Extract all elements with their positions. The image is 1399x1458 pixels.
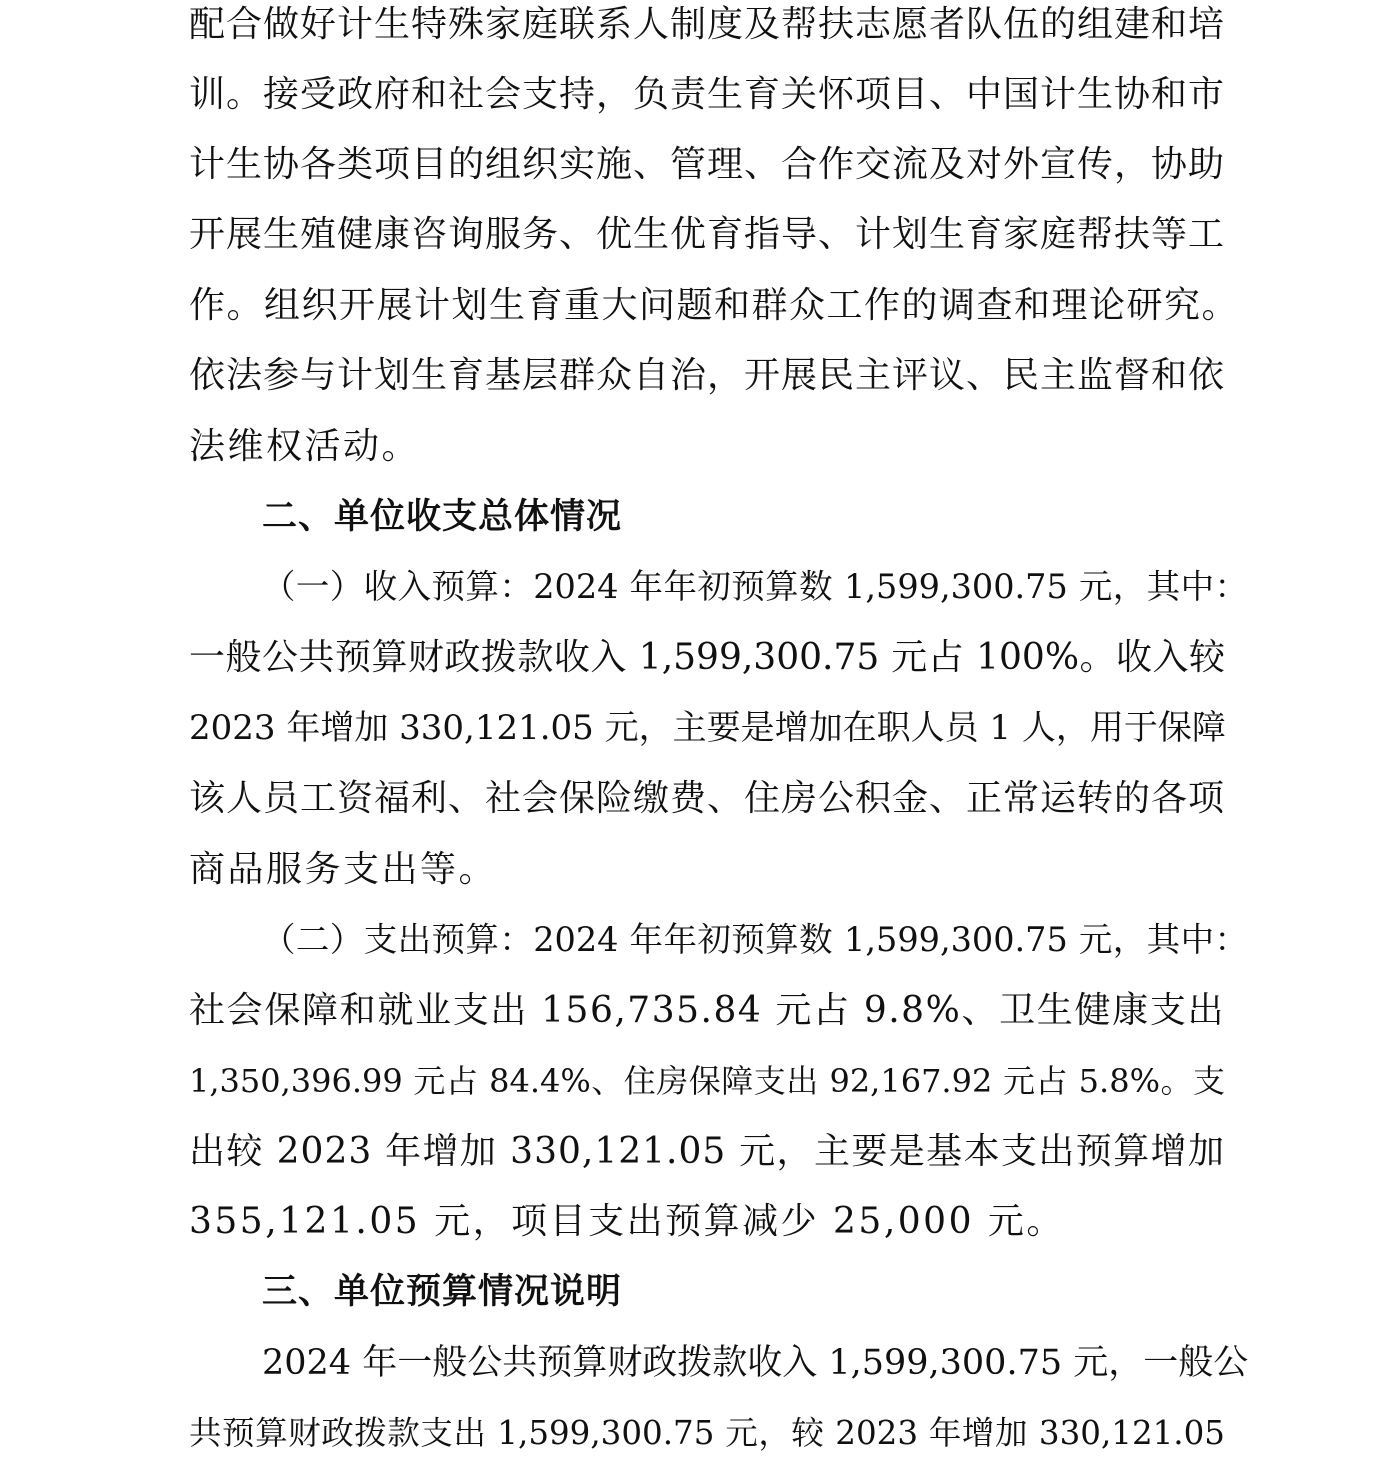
paragraph-line: 法维权活动。 [189,426,421,467]
income-paragraph-line: 该人员工资福利、社会保险缴费、住房公积金、正常运转的各项 [189,778,1226,819]
expenditure-paragraph-line: 出较 2023 年增加 330,121.05 元，主要是基本支出预算增加 [189,1131,1225,1172]
section-heading-income-expenditure: 二、单位收支总体情况 [262,497,623,537]
budget-paragraph-line: 2024 年一般公共预算财政拨款收入 1,599,300.75 元，一般公 [262,1343,1249,1383]
income-paragraph-line: 2023 年增加 330,121.05 元，主要是增加在职人员 1 人，用于保障 [189,708,1226,748]
paragraph-line: 作。组织开展计划生育重大问题和群众工作的调查和理论研究。 [189,285,1240,326]
paragraph-line: 配合做好计生特殊家庭联系人制度及帮扶志愿者队伍的组建和培 [189,4,1226,45]
expenditure-paragraph-line: 355,121.05 元，项目支出预算减少 25,000 元。 [189,1201,1065,1242]
expenditure-paragraph-line: 1,350,396.99 元占 84.4%、住房保障支出 92,167.92 元占 5.8%。支 [189,1062,1225,1100]
income-paragraph-line: 一般公共预算财政拨款收入 1,599,300.75 元占 100%。收入较 [189,637,1225,678]
income-paragraph-line: 商品服务支出等。 [189,849,498,890]
expenditure-paragraph-line: （二）支出预算：2024 年年初预算数 1,599,300.75 元，其中： [262,920,1248,959]
income-paragraph-line: （一）收入预算：2024 年年初预算数 1,599,300.75 元，其中： [262,567,1248,606]
section-heading-budget-explanation: 三、单位预算情况说明 [262,1272,623,1312]
paragraph-line: 开展生殖健康咨询服务、优生优育指导、计划生育家庭帮扶等工 [189,214,1226,255]
paragraph-line: 计生协各类项目的组织实施、管理、合作交流及对外宣传，协助 [189,144,1226,185]
expenditure-paragraph-line: 社会保障和就业支出 156,735.84 元占 9.8%、卫生健康支出 [189,990,1225,1031]
paragraph-line: 依法参与计划生育基层群众自治，开展民主评议、民主监督和依 [189,355,1226,396]
budget-paragraph-line: 共预算财政拨款支出 1,599,300.75 元，较 2023 年增加 330,121.05 [189,1414,1225,1452]
paragraph-line: 训。接受政府和社会支持，负责生育关怀项目、中国计生协和市 [189,74,1226,115]
